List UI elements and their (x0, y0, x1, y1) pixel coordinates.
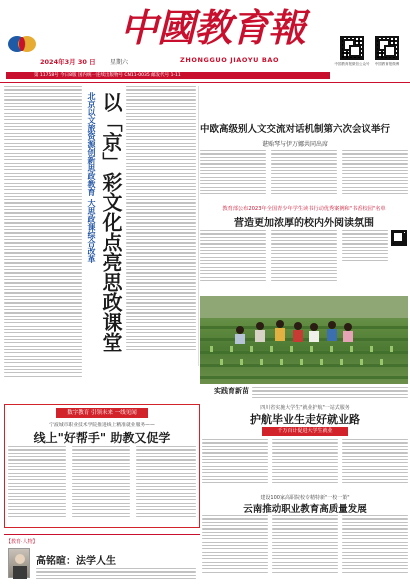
bottom-left-headline: 线上"好帮手" 助教又促学 (33, 431, 171, 445)
footer-divider (4, 534, 200, 535)
bottom-left-body (8, 446, 196, 526)
masthead (0, 0, 410, 82)
bottom-left-kicker: 宁波城市职业技术学院推进线上精准就业服务—— (49, 423, 155, 428)
lead-story-headline: 以「京」彩文化点亮思政课堂 (99, 92, 123, 352)
newspaper-title: 中國教育報 (120, 5, 306, 50)
top-right-body (200, 150, 408, 202)
photo-caption-tag: 实践育新苗 (214, 387, 249, 395)
publisher-logo (6, 34, 38, 54)
news-photo (200, 296, 408, 384)
lead-story-subhead: 北京以文旅资源创新思政教育 大思政课综合改革 (87, 92, 96, 263)
masthead-date: 2024年3月 30 日 (40, 58, 96, 66)
lead-story-body-2 (126, 86, 196, 386)
column-divider-1 (198, 86, 199, 366)
digital-education-banner (56, 408, 148, 418)
top-right-headline: 中欧高级别人文交流对话机制第六次会议举行 (200, 124, 391, 135)
bottom-right-body (202, 439, 408, 491)
masthead-divider (0, 82, 410, 83)
bottom-right-sub-body (202, 515, 408, 581)
newspaper-pinyin: ZHONGGUO JIAOYU BAO (180, 56, 280, 64)
bottom-right-kicker: 四川省实施大学生"就业护航"一站式服务 (260, 405, 350, 411)
middle-right-headline: 营造更加浓厚的校内外阅读氛围 (234, 218, 374, 229)
qr-left-caption: 中国教育报微信公众号 (334, 62, 370, 66)
banner-text: 数字教育 引领未来 一线见闻 (67, 410, 137, 416)
wechat-qr-icon (340, 36, 364, 60)
bottom-right-headline: 护航毕业生走好就业路 (250, 413, 360, 426)
bottom-right-sub-kicker: 建设100家高职院校专精特新"一校一策" (260, 495, 350, 501)
story-qr-icon (391, 230, 407, 246)
info-bar (6, 72, 330, 79)
top-right-subhead: 谌贻琴与伊万娜共同出席 (262, 141, 329, 148)
employment-tag (262, 427, 348, 436)
bottom-right-sub-headline: 云南推动职业教育高质量发展 (243, 504, 367, 515)
weibo-qr-icon (375, 36, 399, 60)
footer-column-tag: 【教育·人物】 (6, 539, 38, 545)
middle-right-body (200, 230, 408, 292)
qr-right-caption: 中国教育报微博 (374, 62, 400, 66)
lead-story-body (4, 86, 82, 406)
info-bar-text: 第 11758号 今日8版 国内统一连续出版物号 CN11-0035 邮发代号 1-11 (34, 73, 181, 78)
footer-portrait (8, 548, 30, 578)
employment-tag-text: 千万百计促进大学生就业 (277, 428, 333, 434)
footer-headline: 高铭暄：法学人生 (36, 556, 116, 567)
masthead-weekday: 星期六 (110, 59, 129, 66)
middle-right-kicker: 教育部公布2023年全国青少年学生读书行动优秀案例和"书香校园"名单 (222, 206, 386, 212)
portrait-icon (9, 549, 31, 579)
students-in-field-illustration (200, 296, 408, 384)
